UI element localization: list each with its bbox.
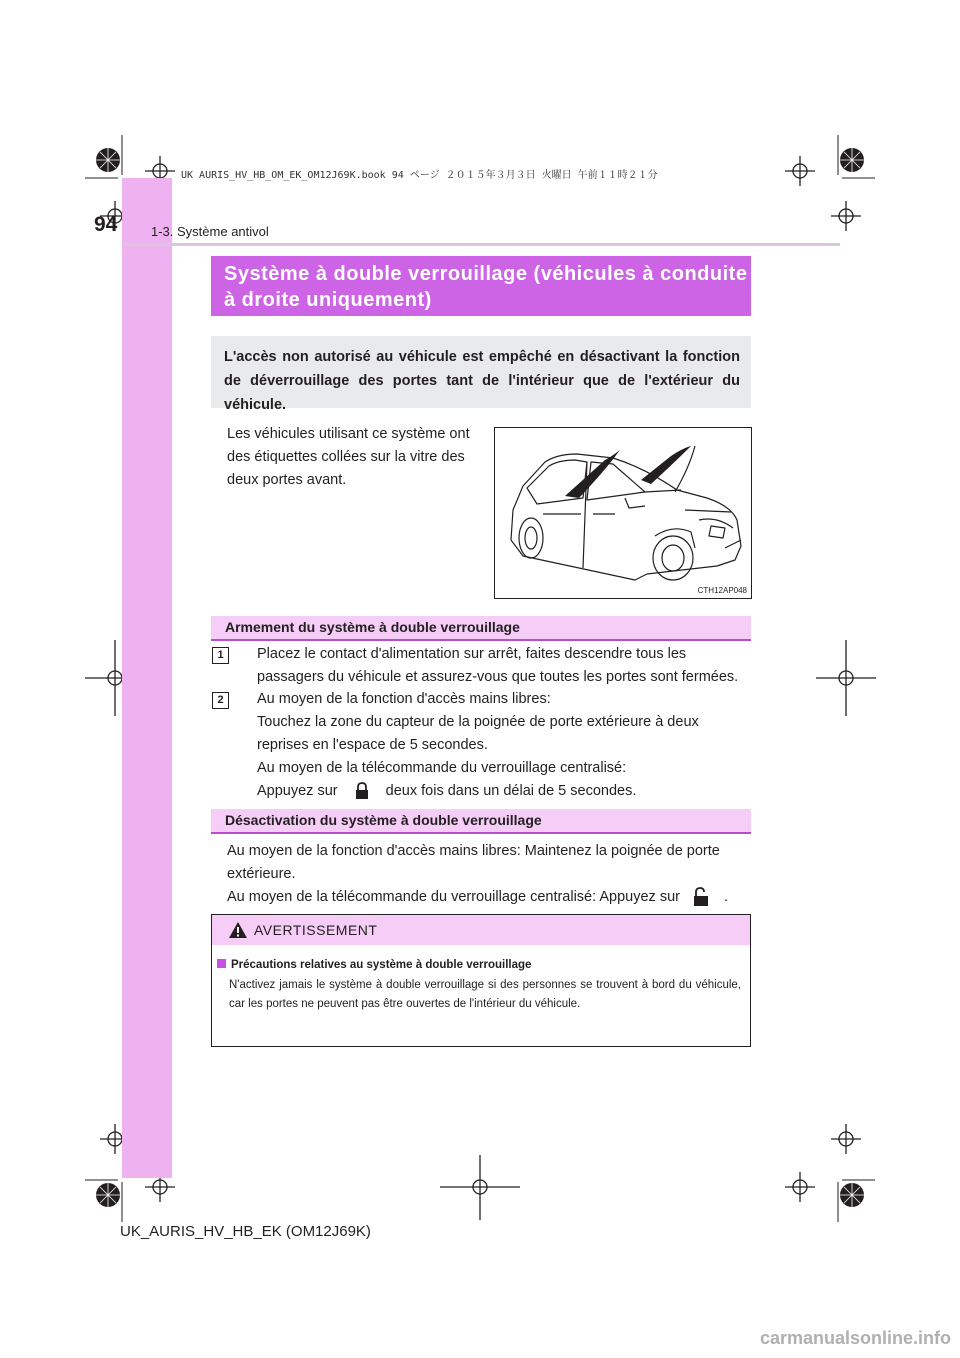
page-number: 94 bbox=[94, 213, 118, 236]
step-2-press-count: deux fois dans un délai de 5 secondes. bbox=[385, 783, 637, 799]
label-description: Les véhicules utilisant ce système ont des étiquettes collées sur la vitre des deux portes avant. bbox=[227, 426, 470, 488]
step-number-2: 2 bbox=[212, 692, 229, 709]
bullet-square-icon bbox=[217, 959, 226, 968]
car-figure bbox=[494, 427, 752, 599]
step-2-press: Appuyez sur bbox=[257, 783, 338, 799]
unlock-icon bbox=[684, 886, 720, 908]
step-2-line-2: Touchez la zone du capteur de la poignée de porte extérieure à deux reprises en l'espace de 5 secondes. bbox=[257, 714, 699, 753]
step-2-line-3: Au moyen de la télécommande du verrouillage centralisé: bbox=[257, 760, 627, 776]
arming-section-header bbox=[211, 616, 751, 641]
warning-box bbox=[211, 914, 751, 1047]
deactivation-period: . bbox=[724, 889, 729, 905]
lock-icon bbox=[342, 781, 382, 801]
breadcrumb: 1-3. Système antivol bbox=[151, 224, 269, 239]
deactivation-line-1: Au moyen de la fonction d'accès mains libres: Maintenez la poignée de porte extérieure. bbox=[227, 843, 720, 882]
warning-header bbox=[212, 915, 750, 945]
deactivation-press: Au moyen de la télécommande du verrouillage centralisé: Appuyez sur bbox=[227, 889, 680, 905]
footer-code: UK_AURIS_HV_HB_EK (OM12J69K) bbox=[120, 1223, 371, 1240]
arming-section-title: Armement du système à double verrouillage bbox=[225, 619, 520, 635]
warning-subtitle-row bbox=[217, 959, 531, 971]
intro-box bbox=[211, 336, 751, 413]
section-title-box bbox=[211, 256, 751, 316]
page-title: Système à double verrouillage (véhicules à conduite à droite uniquement) bbox=[224, 263, 748, 311]
warning-body: N'activez jamais le système à double verrouillage si des personnes se trouvent à bord du véhicule, car les portes ne peuvent pas être ouvertes de l'intérieur du véhicule. bbox=[229, 979, 741, 1010]
deactivation-text bbox=[227, 840, 747, 909]
figure-code: CTH12AP048 bbox=[697, 586, 747, 595]
watermark: carmanualsonline.info bbox=[760, 1328, 952, 1348]
step-2-text bbox=[257, 688, 747, 803]
step-2-line-1: Au moyen de la fonction d'accès mains libres: bbox=[257, 691, 551, 707]
warning-triangle-icon bbox=[228, 921, 248, 939]
car-illustration bbox=[495, 428, 751, 598]
deactivation-section-title: Désactivation du système à double verrouillage bbox=[225, 812, 542, 828]
warning-subtitle: Précautions relatives au système à double verrouillage bbox=[231, 959, 532, 971]
intro-text: L'accès non autorisé au véhicule est empêché en désactivant la fonction de déverrouillage des portes tant de l'intérieur que de l'extérieur du véhicule. bbox=[224, 349, 740, 413]
step-number-1: 1 bbox=[212, 647, 229, 664]
deactivation-line-2 bbox=[227, 886, 747, 909]
step-2-line-4 bbox=[257, 780, 747, 803]
step-1-text: Placez le contact d'alimentation sur arrêt, faites descendre tous les passagers du véhicule et assurez-vous que toutes les portes sont fermées. bbox=[257, 646, 739, 685]
print-info: UK AURIS_HV_HB_OM_EK_OM12J69K.book 94 ページ ２０１５年３月３日 火曜日 午前１１時２１分 bbox=[181, 170, 658, 181]
chapter-tab bbox=[122, 178, 172, 1178]
warning-title: AVERTISSEMENT bbox=[254, 922, 378, 938]
header-rule bbox=[122, 243, 840, 246]
deactivation-section-header bbox=[211, 809, 751, 834]
